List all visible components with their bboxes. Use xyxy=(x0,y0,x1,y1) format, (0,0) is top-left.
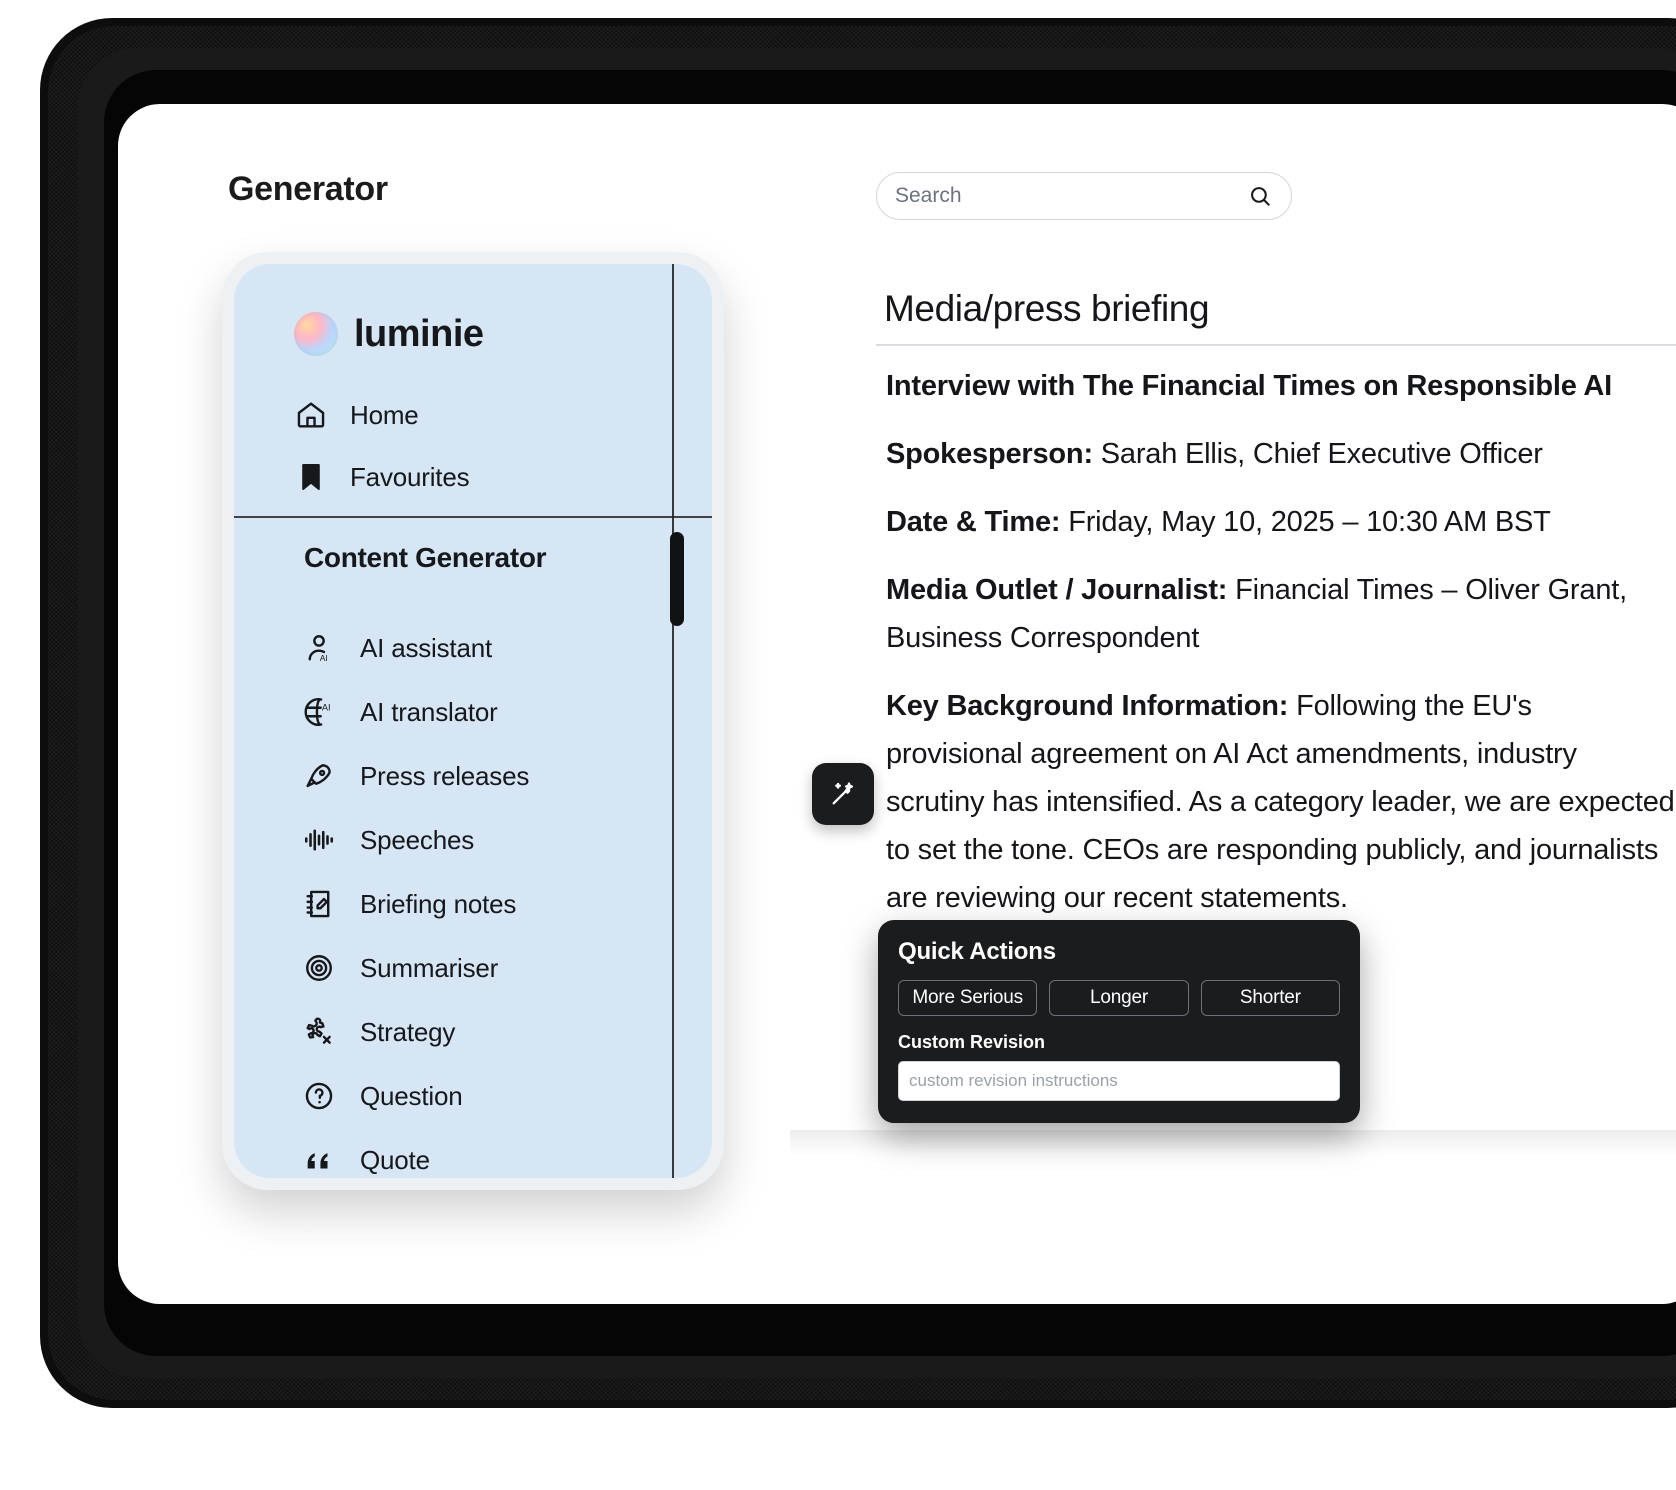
quick-actions-popover xyxy=(878,920,1360,1123)
field-label: Media Outlet / Journalist: xyxy=(886,574,1228,606)
sidebar-item-press-releases[interactable] xyxy=(302,744,672,808)
sidebar-item-quote[interactable] xyxy=(302,1128,672,1178)
magic-edit-button[interactable] xyxy=(812,763,874,825)
document-heading: Interview with The Financial Times on Responsible AI xyxy=(886,370,1613,402)
rocket-icon xyxy=(302,759,336,793)
field-value: Sarah Ellis, Chief Executive Officer xyxy=(1092,438,1543,470)
brand xyxy=(294,312,484,356)
list-item-label: Summariser xyxy=(360,952,499,983)
note-edit-icon xyxy=(302,887,336,921)
sidebar-item-question[interactable] xyxy=(302,1064,672,1128)
phone-screen xyxy=(234,264,712,1178)
sidebar-item-briefing-notes[interactable] xyxy=(302,872,672,936)
home-icon xyxy=(294,398,328,432)
phone-mockup xyxy=(222,252,724,1190)
sidebar-item-favourites[interactable] xyxy=(294,446,654,508)
divider xyxy=(234,516,712,518)
question-circle-icon xyxy=(302,1079,336,1113)
list-item-label: AI translator xyxy=(360,696,498,727)
document-field xyxy=(886,430,1676,478)
quick-actions-title: Quick Actions xyxy=(898,938,1056,965)
divider xyxy=(876,344,1676,346)
waveform-icon xyxy=(302,823,336,857)
search-input[interactable] xyxy=(895,184,1247,208)
brand-name: luminie xyxy=(354,312,484,355)
shorter-button[interactable]: Shorter xyxy=(1201,980,1340,1016)
list-item-label: Speeches xyxy=(360,824,475,855)
quote-icon xyxy=(302,1143,336,1177)
sidebar-item-ai-translator[interactable] xyxy=(302,680,672,744)
document-field xyxy=(886,498,1676,546)
list-item-label: Press releases xyxy=(360,760,530,791)
ai-globe-icon xyxy=(302,695,336,729)
target-icon xyxy=(302,951,336,985)
ai-person-icon xyxy=(302,631,336,665)
list-item-label: AI assistant xyxy=(360,632,492,663)
document-field xyxy=(886,682,1676,922)
document-title: Media/press briefing xyxy=(884,288,1210,329)
phone-vertical-rule xyxy=(672,264,674,1178)
list-item-label: Strategy xyxy=(360,1016,456,1047)
primary-nav xyxy=(294,384,654,508)
brand-logo-icon xyxy=(294,312,338,356)
svg-text:AI: AI xyxy=(319,652,328,663)
sidebar-item-label: Favourites xyxy=(350,461,470,492)
field-label: Date & Time: xyxy=(886,506,1061,538)
list-item-label: Briefing notes xyxy=(360,888,517,919)
svg-text:AI: AI xyxy=(321,702,331,713)
content-generator-list xyxy=(302,616,672,1178)
sidebar-item-strategy[interactable] xyxy=(302,1000,672,1064)
field-label: Key Background Information: xyxy=(886,690,1289,722)
bookmark-icon xyxy=(294,460,328,494)
search-icon[interactable] xyxy=(1247,183,1273,209)
scrollbar-thumb[interactable] xyxy=(670,532,684,626)
puzzle-icon xyxy=(302,1015,336,1049)
list-item-label: Question xyxy=(360,1080,463,1111)
document-body xyxy=(886,362,1676,942)
custom-revision-input[interactable] xyxy=(898,1061,1340,1101)
more-serious-button[interactable]: More Serious xyxy=(898,980,1037,1016)
document-field xyxy=(886,566,1676,662)
sidebar-item-summariser[interactable] xyxy=(302,936,672,1000)
quick-actions-buttons xyxy=(898,980,1340,1016)
field-value: Following the EU's provisional agreement on AI Act amendments, industry scrutiny has intensified. As a category leader, we are expected to set the tone. CEOs are responding publicly, and journalists are reviewing our recent statements. xyxy=(886,690,1675,914)
list-item-label: Quote xyxy=(360,1144,430,1175)
field-label: Spokesperson: xyxy=(886,438,1093,470)
sidebar-item-ai-assistant[interactable] xyxy=(302,616,672,680)
search-bar[interactable] xyxy=(876,172,1292,220)
sidebar-item-home[interactable] xyxy=(294,384,654,446)
sidebar-item-speeches[interactable] xyxy=(302,808,672,872)
page-title: Generator xyxy=(228,170,388,208)
section-title: Content Generator xyxy=(304,542,547,573)
sidebar-item-label: Home xyxy=(350,399,419,430)
field-value: Friday, May 10, 2025 – 10:30 AM BST xyxy=(1060,506,1551,538)
custom-revision-label: Custom Revision xyxy=(898,1032,1046,1052)
magic-wand-icon xyxy=(827,778,859,810)
longer-button[interactable]: Longer xyxy=(1049,980,1188,1016)
field-value: Financial Times – Oliver Grant, Business Correspondent xyxy=(886,574,1627,654)
screen-bottom-shadow xyxy=(790,1130,1676,1156)
